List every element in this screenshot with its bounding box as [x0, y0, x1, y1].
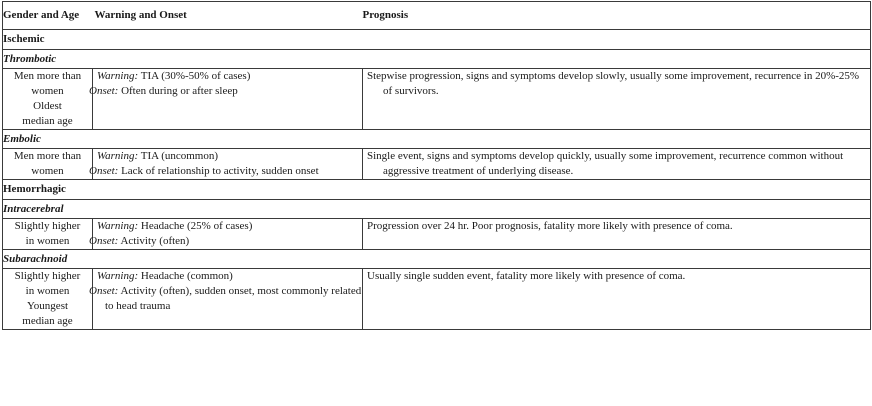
onset-line: [89, 164, 362, 179]
warning-label: Warning:: [97, 70, 139, 82]
subsection-row: [3, 130, 871, 149]
gender-line: in women: [25, 285, 70, 297]
gender-age-cell: [3, 149, 93, 180]
onset-text: Lack of relationship to activity, sudden onset: [121, 165, 319, 177]
warning-label: Warning:: [97, 150, 139, 162]
table-row: [3, 149, 871, 180]
subsection-thrombotic: Thrombotic: [3, 50, 871, 69]
header-row: [3, 2, 871, 30]
warning-label: Warning:: [97, 270, 139, 282]
warning-onset-cell: [89, 219, 363, 250]
gender-line: in women: [25, 235, 70, 247]
prognosis-text: Stepwise progression, signs and symptoms develop slowly, usually some improvement, recurrence in 20%-25% of survivors.: [367, 70, 860, 97]
gender-line: Slightly higher: [14, 270, 81, 282]
header-prognosis: Prognosis: [362, 9, 409, 21]
onset-label: Onset:: [89, 165, 119, 177]
section-hemorrhagic: Hemorrhagic: [3, 180, 871, 200]
warning-onset-cell: [89, 149, 363, 180]
onset-line: [89, 234, 362, 249]
prognosis-text: Single event, signs and symptoms develop quickly, usually some improvement, recurrence common without aggressive treatment of underlying disease.: [367, 150, 844, 177]
onset-text: Often during or after sleep: [121, 85, 238, 97]
onset-label: Onset:: [89, 235, 119, 247]
header-warning-onset: Warning and Onset: [94, 9, 187, 21]
warning-label: Warning:: [97, 220, 139, 232]
gender-age-cell: [3, 69, 93, 130]
warning-onset-cell: [89, 269, 363, 330]
gender-age-cell: [3, 269, 93, 330]
warning-line: [93, 269, 362, 284]
onset-label: Onset:: [89, 85, 119, 97]
stroke-types-table: [2, 1, 871, 330]
section-row: [3, 30, 871, 50]
warning-onset-cell: [89, 69, 363, 130]
subsection-intracerebral: Intracerebral: [3, 200, 871, 219]
gender-line: Men more than: [13, 150, 82, 162]
subsection-row: [3, 50, 871, 69]
prognosis-text: Progression over 24 hr. Poor prognosis, fatality more likely with presence of coma.: [367, 220, 733, 232]
gender-line: women: [31, 165, 64, 177]
subsection-row: [3, 200, 871, 219]
warning-line: [93, 69, 362, 84]
prognosis-cell: [363, 219, 871, 250]
section-row: [3, 180, 871, 200]
prognosis-cell: [363, 149, 871, 180]
warning-line: [93, 149, 362, 164]
table-row: [3, 69, 871, 130]
gender-line: women: [31, 85, 64, 97]
subsection-embolic: Embolic: [3, 130, 871, 149]
prognosis-text: Usually single sudden event, fatality more likely with presence of coma.: [367, 270, 686, 282]
subsection-subarachnoid: Subarachnoid: [3, 250, 871, 269]
gender-line: Men more than: [13, 70, 82, 82]
warning-text: Headache (common): [140, 270, 233, 282]
table-row: [3, 219, 871, 250]
warning-line: [93, 219, 362, 234]
header-gender-age: Gender and Age: [3, 9, 80, 21]
table-row: [3, 269, 871, 330]
gender-line: median age: [22, 315, 73, 327]
onset-line: [89, 84, 362, 99]
section-ischemic: Ischemic: [3, 30, 871, 50]
onset-line: [89, 284, 362, 314]
subsection-row: [3, 250, 871, 269]
gender-line: median age: [22, 115, 73, 127]
warning-text: TIA (uncommon): [140, 150, 219, 162]
prognosis-cell: [363, 269, 871, 330]
onset-text: Activity (often): [120, 235, 190, 247]
onset-label: Onset:: [89, 285, 119, 297]
warning-text: Headache (25% of cases): [140, 220, 253, 232]
gender-line: Oldest: [33, 100, 62, 112]
gender-line: Youngest: [26, 300, 69, 312]
warning-text: TIA (30%-50% of cases): [140, 70, 251, 82]
gender-line: Slightly higher: [14, 220, 81, 232]
onset-text: Activity (often), sudden onset, most commonly related to head trauma: [105, 285, 362, 312]
gender-age-cell: [3, 219, 93, 250]
prognosis-cell: [363, 69, 871, 130]
